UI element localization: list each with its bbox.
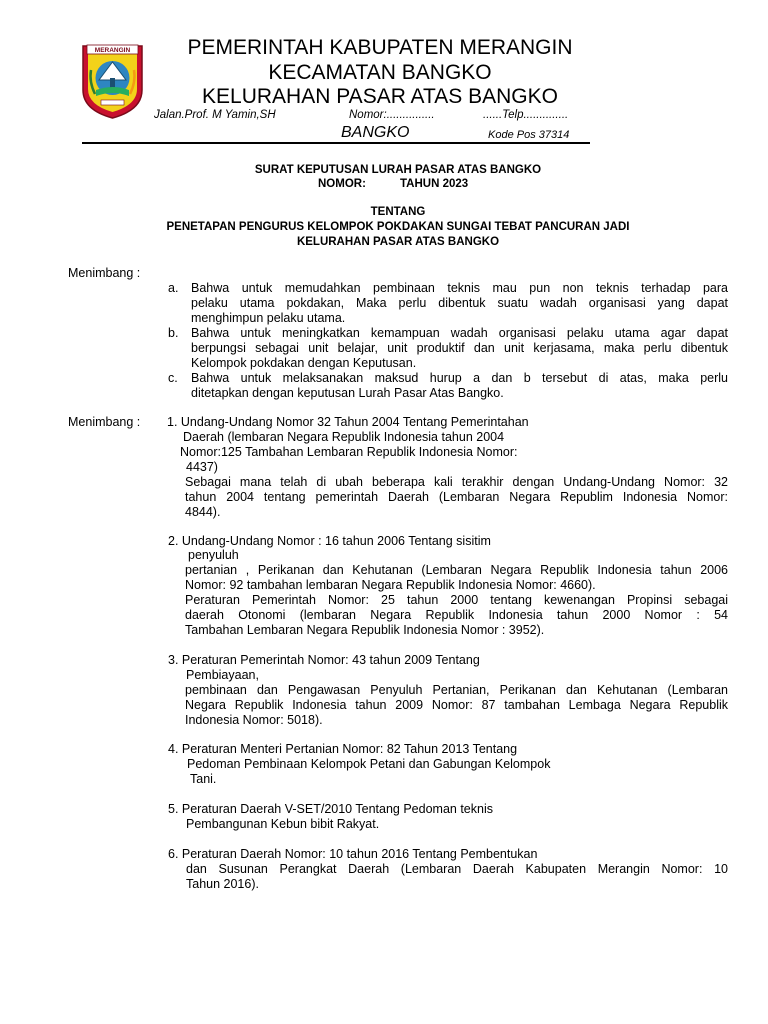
item1-line1: 1. Undang-Undang Nomor 32 Tahun 2004 Tentang Pemerintahan	[167, 415, 529, 429]
decree-year: TAHUN 2023	[400, 178, 469, 190]
point-b-marker: b.	[168, 326, 179, 340]
decree-subject-line2: KELURAHAN PASAR ATAS BANGKO	[296, 236, 500, 248]
point-c-marker: c.	[168, 371, 178, 385]
tentang-heading: TENTANG	[370, 206, 426, 218]
item1-line2: Daerah (lembaran Negara Republik Indonesia tahun 2004	[183, 430, 505, 444]
header-city: BANGKO	[341, 124, 410, 141]
item3-line4: Negara Republik Indonesia tahun 2009 Nomor: 87 tambahan Lembaga Negara Republik	[185, 698, 728, 712]
item2-line5: Peraturan Pemerintah Nomor: 25 tahun 2000 tentang kewenangan Propinsi sebagai	[185, 593, 728, 607]
item4-line3: Tani.	[190, 772, 217, 786]
header-village: KELURAHAN PASAR ATAS BANGKO	[202, 85, 558, 108]
point-c-line1: Bahwa untuk melaksanakan maksud hurup a dan b tersebut di atas, maka perlu	[191, 371, 728, 385]
point-a-marker: a.	[168, 281, 179, 295]
item1-line3: Nomor:125 Tambahan Lembaran Republik Indonesia Nomor:	[180, 445, 518, 459]
item1-line7: 4844).	[185, 505, 221, 519]
header-address: Jalan.Prof. M Yamin,SH	[154, 109, 276, 121]
item1-line4: 4437)	[186, 460, 218, 474]
item2-line6: daerah Otonomi (lembaran Negara Republik Indonesia tahun 2000 Nomor : 54	[185, 608, 728, 622]
header-postal-code: Kode Pos 37314	[488, 129, 570, 141]
point-a-line2: pelaku utama pokdakan, Maka perlu dibentuk suatu wadah organisasi yang dapat	[191, 296, 728, 310]
item2-line1: 2. Undang-Undang Nomor : 16 tahun 2006 Tentang sisitim	[168, 534, 491, 548]
item6-line1: 6. Peraturan Daerah Nomor: 10 tahun 2016 Tentang Pembentukan	[168, 847, 538, 861]
menimbang-label: Menimbang :	[68, 266, 141, 280]
item4-line2: Pedoman Pembinaan Kelompok Petani dan Gabungan Kelompok	[187, 757, 551, 771]
decree-number-label: NOMOR:	[318, 178, 366, 190]
item5-line1: 5. Peraturan Daerah V-SET/2010 Tentang Pedoman teknis	[168, 802, 493, 816]
item6-line3: Tahun 2016).	[186, 877, 259, 891]
header-telp: ......Telp..............	[483, 109, 569, 121]
item5-line2: Pembangunan Kebun bibit Rakyat.	[186, 817, 380, 831]
regency-seal-logo	[79, 40, 146, 120]
item3-line2: Pembiayaan,	[186, 668, 259, 682]
item3-line5: Indonesia Nomor: 5018).	[185, 713, 323, 727]
item4-line1: 4. Peraturan Menteri Pertanian Nomor: 82 Tahun 2013 Tentang	[168, 742, 518, 756]
item3-line1: 3. Peraturan Pemerintah Nomor: 43 tahun 2009 Tentang	[168, 653, 480, 667]
header-district: KECAMATAN BANGKO	[268, 61, 492, 84]
svg-text:MERANGIN: MERANGIN	[94, 47, 131, 54]
mengingat-label: Menimbang :	[68, 415, 141, 429]
decree-title: SURAT KEPUTUSAN LURAH PASAR ATAS BANGKO	[254, 164, 542, 176]
item2-line2: penyuluh	[188, 548, 239, 562]
item1-line5: Sebagai mana telah di ubah beberapa kali terakhir dengan Undang-Undang Nomor: 32	[185, 475, 728, 489]
header-divider	[82, 142, 590, 144]
decree-subject-line1: PENETAPAN PENGURUS KELOMPOK POKDAKAN SUNGAI TEBAT PANCURAN JADI	[166, 221, 630, 233]
item3-line3: pembinaan dan Pengawasan Penyuluh Pertanian, Perikanan dan Kehutanan (Lembaran	[185, 683, 728, 697]
item2-line3: pertanian , Perikanan dan Kehutanan (Lembaran Negara Republik Indonesia tahun 2006	[185, 563, 728, 577]
header-regency: PEMERINTAH KABUPATEN MERANGIN	[187, 36, 573, 59]
item2-line4: Nomor: 92 tambahan lembaran Negara Republik Indonesia Nomor: 4660).	[185, 578, 596, 592]
point-b-line3: Kelompok pokdakan dengan Keputusan.	[191, 356, 417, 370]
item1-line6: tahun 2004 tentang pemerintah Daerah (Lembaran Negara Republim Indonesia Nomor:	[185, 490, 728, 504]
point-c-line2: ditetapkan dengan keputusan Lurah Pasar Atas Bangko.	[191, 386, 504, 400]
item2-line7: Tambahan Lembaran Negara Republik Indonesia Nomor : 3952).	[185, 623, 545, 637]
point-a-line1: Bahwa untuk memudahkan pembinaan teknis mau pun non teknis terhadap para	[191, 281, 728, 295]
item6-line2: dan Susunan Perangkat Daerah (Lembaran Daerah Kabupaten Merangin Nomor: 10	[186, 862, 728, 876]
point-b-line2: berpungsi sebagai unit belajar, unit produktif dan unit kerjasama, maka perlu dibentuk	[191, 341, 728, 355]
header-nomor: Nomor:...............	[349, 109, 435, 121]
point-b-line1: Bahwa untuk meningkatkan kemampuan wadah organisasi pelaku utama agar dapat	[191, 326, 728, 340]
point-a-line3: menghimpun pelaku utama.	[191, 311, 346, 325]
